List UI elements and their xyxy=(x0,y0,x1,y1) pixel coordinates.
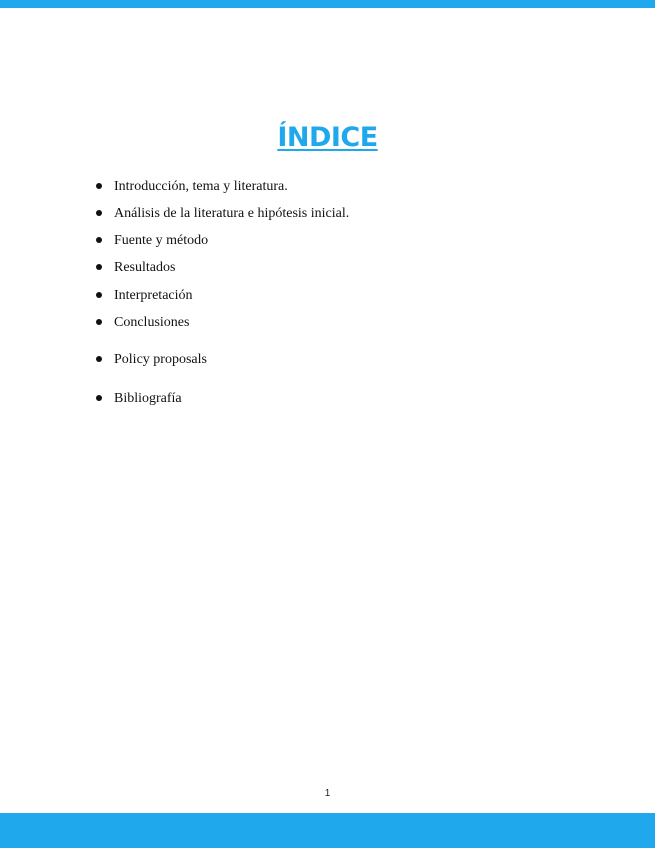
toc-item-bibliografia xyxy=(96,390,182,408)
page-number: 1 xyxy=(324,788,331,799)
toc-item-fuente xyxy=(96,232,208,250)
bullet-icon xyxy=(96,237,102,243)
bullet-icon xyxy=(96,292,102,298)
toc-item-label: Interpretación xyxy=(114,288,193,303)
toc-item-label: Bibliografía xyxy=(114,391,182,406)
toc-item-label: Introducción, tema y literatura. xyxy=(114,179,288,194)
toc-item-label: Conclusiones xyxy=(114,315,190,330)
toc-item-label: Policy proposals xyxy=(114,352,207,367)
toc-item-label: Resultados xyxy=(114,260,176,275)
bullet-icon xyxy=(96,395,102,401)
toc-item-interpretacion xyxy=(96,287,193,305)
bullet-icon xyxy=(96,183,102,189)
bullet-icon xyxy=(96,210,102,216)
bullet-icon xyxy=(96,356,102,362)
toc-item-policy xyxy=(96,351,207,369)
top-accent-bar xyxy=(0,0,655,8)
bottom-accent-bar xyxy=(0,813,655,848)
toc-item-introduccion xyxy=(96,178,288,196)
toc-item-analisis xyxy=(96,205,349,223)
toc-item-resultados xyxy=(96,259,175,277)
toc-item-conclusiones xyxy=(96,314,189,332)
toc-item-label: Fuente y método xyxy=(114,233,209,248)
bullet-icon xyxy=(96,264,102,270)
bullet-icon xyxy=(96,319,102,325)
toc-item-label: Análisis de la literatura e hipótesis inicial. xyxy=(114,206,350,221)
page-title: ÍNDICE xyxy=(277,122,378,154)
